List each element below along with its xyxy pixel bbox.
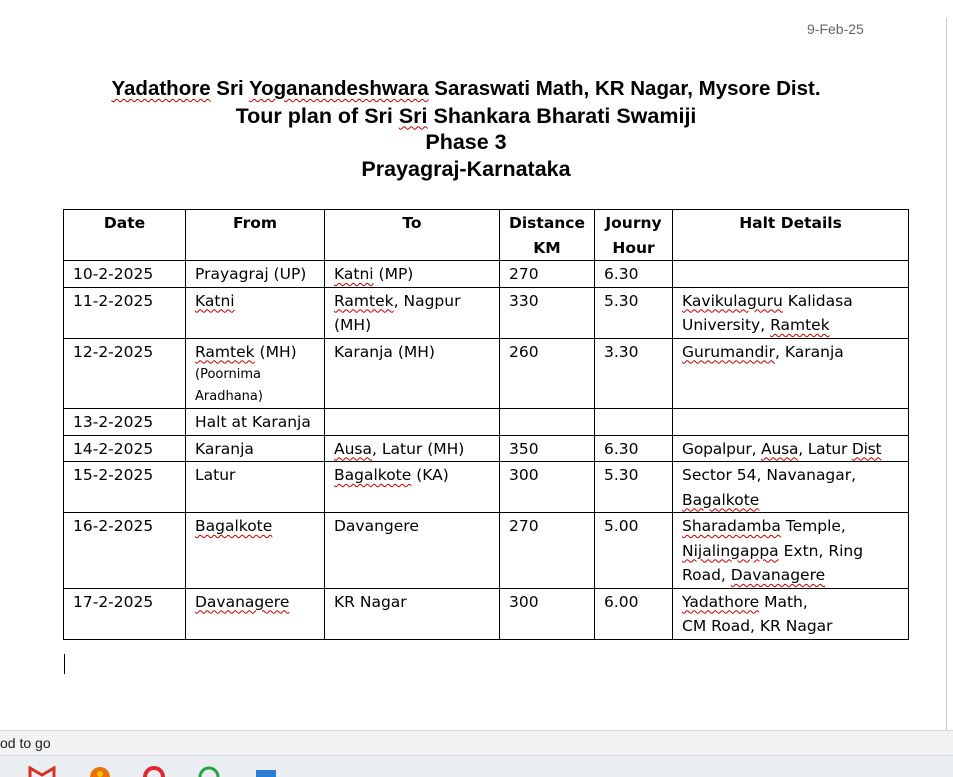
spell-word: Ramtek [770,316,830,334]
table-row [64,513,909,589]
spell-word: Dist [851,439,882,458]
cell-distance: 300 [500,462,595,513]
cell-from: Karanja [186,435,325,462]
cell-date: 11-2-2025 [64,287,186,338]
title-text: Sri [210,77,249,100]
cell-hours: 6.30 [595,261,673,288]
header-distance [500,210,595,261]
header-to: To [325,210,500,261]
spell-word: Bagalkote [334,466,412,484]
spell-word: Ramtek [334,291,394,310]
spell-word: Nijalingappa [682,541,779,560]
cell-to: Karanja (MH) [325,338,500,409]
cell-text: Gopalpur, [682,439,762,458]
cell-text: CM Road, KR Nagar [682,617,833,635]
cell-text: Extn, Ring Road, [682,541,864,584]
cell-halt [673,513,909,589]
cell-date: 10-2-2025 [64,261,186,288]
cell-hours: 3.30 [595,338,673,409]
app-icon[interactable] [86,766,114,777]
header-date: Date [64,210,186,261]
cell-date: 15-2-2025 [64,462,186,513]
status-text: od to go [0,735,51,751]
cell-text: , Latur [798,439,852,458]
title-text: Tour plan of Sri [235,103,399,128]
cell-hours: 5.30 [595,462,673,513]
vertical-scrollbar[interactable] [946,18,953,734]
cell-from [186,338,325,409]
cell-to [325,261,500,288]
cell-text: (MP) [373,265,414,283]
table-row [64,409,909,436]
table-row [64,261,909,288]
header-halt: Halt Details [673,210,909,261]
cell-distance: 260 [500,338,595,409]
gmail-icon[interactable] [28,766,56,777]
spell-word: Sri [398,103,428,128]
spell-word: Katni [334,265,374,283]
header-from: From [186,210,325,261]
cell-distance: 300 [500,588,595,639]
spell-word: Kavikulaguru [682,291,783,310]
opera-icon[interactable] [140,766,168,777]
whatsapp-icon[interactable] [195,766,223,777]
cell-hours: 5.30 [595,287,673,338]
cell-from: Latur [186,462,325,513]
cell-text: Kalidasa University, [682,291,853,334]
spell-word: Ramtek [195,342,255,361]
spell-word: Ausa [761,439,799,458]
cell-to [325,435,500,462]
cell-hours: 5.00 [595,513,673,589]
spell-word: Yadathore [682,592,760,611]
header-distance-line2: KM [533,238,561,257]
header-distance-line1: Distance [509,214,586,232]
spell-word: Katni [195,291,235,310]
title-line-2 [60,103,872,130]
table-row [64,435,909,462]
cell-halt [673,338,909,409]
cell-date: 17-2-2025 [64,588,186,639]
title-line-3: Phase 3 [425,130,507,154]
spell-word: Gurumandir [682,342,775,361]
header-journey-line1: Journy [605,214,662,232]
cell-from [186,588,325,639]
cell-text: Math, [759,592,808,611]
cell-text: Sector 54, Navanagar, [682,466,857,484]
date-stamp: 9-Feb-25 [807,21,864,37]
title-text: Saraswati Math, KR Nagar, Mysore Dist. [428,77,821,100]
cell-note: (Poornima Aradhana) [195,367,263,404]
cell-date: 12-2-2025 [64,338,186,409]
cell-to: KR Nagar [325,588,500,639]
cell-text: , Karanja [775,342,844,361]
cell-date: 13-2-2025 [64,409,186,436]
cell-text: , Latur (MH) [372,439,465,458]
table-row [64,287,909,338]
title-line-4: Prayagraj-Karnataka [361,156,571,181]
taskbar [0,755,953,777]
cell-date: 16-2-2025 [64,513,186,589]
table-header-row [64,210,909,261]
header-journey-line2: Hour [612,238,655,257]
spell-word: Ausa [334,439,373,458]
spell-word: Bagalkote [195,517,273,535]
cell-hours: 6.00 [595,588,673,639]
title-line-1 [60,76,872,103]
cell-hours [595,409,673,436]
cell-text: , Nagpur (MH) [334,291,461,334]
spell-word: Davanagere [730,566,826,584]
cell-from [186,287,325,338]
spell-word: Bagalkote [682,490,760,509]
cell-distance: 350 [500,435,595,462]
cell-text: (MH) [254,342,297,361]
cell-to [325,462,500,513]
cell-text: (KA) [411,466,449,484]
cell-from [186,513,325,589]
cell-date: 14-2-2025 [64,435,186,462]
spell-word: Yoganandeshwara [248,77,429,100]
cell-halt [673,462,909,513]
cell-from: Prayagraj (UP) [186,261,325,288]
tour-plan-table [63,209,909,640]
cell-halt [673,588,909,639]
spell-word: Sharadamba [682,517,781,535]
cell-to: Davangere [325,513,500,589]
cell-halt [673,261,909,288]
cell-halt [673,409,909,436]
cell-distance: 330 [500,287,595,338]
spell-word: Yadathore [111,77,211,100]
header-journey [595,210,673,261]
cell-halt [673,435,909,462]
table-row [64,462,909,513]
app-blue-icon[interactable] [252,766,280,777]
cell-halt [673,287,909,338]
cell-to [325,287,500,338]
table-row [64,338,909,409]
document-title-block [60,76,872,182]
cell-distance: 270 [500,261,595,288]
text-cursor [64,654,65,674]
cell-to [325,409,500,436]
spell-word: Davanagere [195,592,290,611]
cell-from: Halt at Karanja [186,409,325,436]
cell-distance: 270 [500,513,595,589]
title-text: Shankara Bharati Swamiji [427,103,697,128]
cell-text: Temple, [780,517,846,535]
cell-hours: 6.30 [595,435,673,462]
status-bar [0,730,953,755]
table-row [64,588,909,639]
cell-distance [500,409,595,436]
